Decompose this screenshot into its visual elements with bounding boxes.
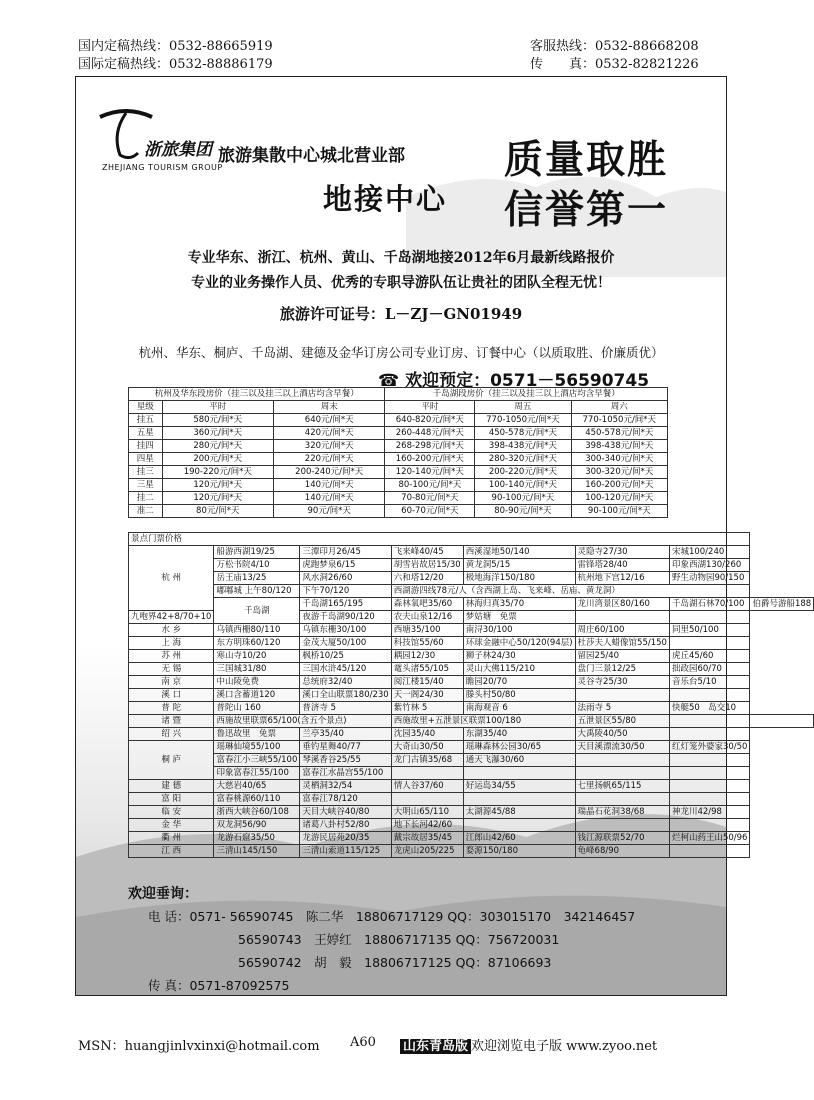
sight-cell: 灵栖洞32/54 [300,780,391,793]
sight-cell: 瞻园20/70 [463,676,575,689]
sight-cell: 鼋头渚55/105 [391,663,463,676]
sight-cell: 溪口含蓄道120 [214,689,300,702]
sight-cell: 琴溪香谷25/55 [300,754,391,767]
hotel-header-0: 星级 [129,401,163,414]
hotel-cell: 挂五 [129,414,163,427]
sight-cell: 宋城100/240 [669,546,750,559]
table-row [129,479,668,492]
sight-cell: 沈园35/40 [391,728,463,741]
hotel-cell: 70-80元/间*天 [385,492,475,505]
sight-cell: 兰亭35/40 [300,728,391,741]
hotel-cell: 120元/间*天 [162,479,273,492]
table-row [129,819,814,832]
sight-cell: 龙虎山205/225 [391,845,463,858]
footer-msn: MSN：huangjinlvxinxi@hotmail.com [78,1039,320,1054]
hotel-cell: 80元/间*天 [162,505,273,518]
hotel-cell: 160-200元/间*天 [571,479,667,492]
sight-cell: 法雨寺 5 [575,702,669,715]
sight-cell: 风水洞26/60 [300,572,391,585]
sight-cell: 狮子林24/30 [463,650,575,663]
sight-cell: 岳王庙13/25 [214,572,300,585]
sight-cell: 地下长河42/60 [391,819,463,832]
hotel-cell: 190-220元/间*天 [162,466,273,479]
sight-cell: 环球金融中心50/120(94层) [463,637,575,650]
sight-cell: 三清山索道115/125 [300,845,391,858]
sight-cell: 戴宗故居35/45 [391,832,463,845]
contact-line-2: 56590743 王婷红 18806717135 QQ：756720031 [238,932,560,947]
contact-title: 欢迎垂询： [128,886,198,902]
hotel-cell: 200元/间*天 [162,453,273,466]
sight-cell: 三国城31/80 [214,663,300,676]
table-row [129,546,814,559]
intro-line-2: 专业的业务操作人员、优秀的专职导游队伍让贵社的团队全程无忧！ [191,275,611,291]
sight-cell [575,793,669,806]
sight-cell: 天目溪漂流30/50 [575,741,669,754]
sight-cell: 寒山寺10/20 [214,650,300,663]
sight-city: 千岛湖 [214,598,300,624]
table-row [129,845,814,858]
sight-cell: 溪口全山联票180/230 [300,689,391,702]
sight-cell: 天目大峡谷40/80 [300,806,391,819]
table-row [129,728,814,741]
sight-cell: 留园25/40 [575,650,669,663]
license-number: 旅游许可证号：L－ZJ－GN01949 [279,305,523,323]
sight-cell: 龙游石窟35/50 [214,832,300,845]
footer-brand: 山东青岛版 [400,1039,471,1054]
hotel-cell: 200-240元/间*天 [273,466,384,479]
sight-cell: 瑞晶石花洞38/68 [575,806,669,819]
sight-cell [463,819,575,832]
sight-cell: 胡雪岩故居15/30 [391,559,463,572]
sight-cell: 野生动物园90/150 [669,572,750,585]
intro-line-1: 专业华东、浙江、杭州、黄山、千岛湖地接2012年6月最新线路报价 [187,250,615,266]
sight-cell: 紫竹林 5 [391,702,463,715]
sight-cell: 西塘35/100 [391,624,463,637]
sight-cell: 六和塔12/20 [391,572,463,585]
table-row [129,598,814,611]
sight-cell [669,767,750,780]
sight-cell: 鲁迅故里 免票 [214,728,300,741]
sight-cell: 普陀山 160 [214,702,300,715]
table-row [129,689,814,702]
services-line: 杭州、华东、桐庐、千岛湖、建德及金华订房公司专业订房、订餐中心（以质取胜、价廉质优） [138,345,664,360]
hotel-cell: 90元/间*天 [273,505,384,518]
sight-city: 江 西 [129,845,214,858]
sight-cell [575,767,669,780]
table-row [129,559,814,572]
department-name: 旅游集散中心城北营业部 [218,146,405,166]
hotel-header-1: 平时 [162,401,273,414]
sight-cell: 滕头村50/80 [463,689,575,702]
sight-cell: 七里扬帆65/115 [575,780,669,793]
sight-cell [463,793,575,806]
sight-cell: 天一阁24/30 [391,689,463,702]
sight-cell: 伯爵号游船188 [750,598,814,611]
center-title: 地接中心 [323,182,448,216]
sight-city: 衢 州 [129,832,214,845]
table-row [129,715,814,728]
footer-brand-line [400,1035,657,1054]
hotel-cell: 准二 [129,505,163,518]
hotel-header-5: 周六 [571,401,667,414]
sight-cell: 灵隐寺27/30 [575,546,669,559]
sight-cell [669,611,750,624]
domestic-hotline: 国内定稿热线：0532-88665919 [78,39,273,54]
sight-city: 诸 暨 [129,715,214,728]
advertisement-frame [75,76,812,996]
sight-cell: 夜游千岛湖90/120 [300,611,391,624]
table-row [129,650,814,663]
table-row [129,466,668,479]
hotel-cell: 90-100元/间*天 [475,492,571,505]
sight-cell: 拙政园60/70 [669,663,750,676]
sight-cell: 大奇山30/50 [391,741,463,754]
hotel-cell: 挂二 [129,492,163,505]
hotel-cell: 280元/间*天 [162,440,273,453]
sight-cell: 飞来峰40/45 [391,546,463,559]
sight-cell: 大禹陵40/50 [575,728,669,741]
hotel-cell: 640-820元/间*天 [385,414,475,427]
sight-cell: 三清山145/150 [214,845,300,858]
hotel-cell: 140元/间*天 [273,492,384,505]
sight-cell: 梦姑塘 免票 [463,611,575,624]
hotel-cell: 450-578元/间*天 [475,427,571,440]
international-hotline: 国际定稿热线：0532-88886179 [78,57,273,72]
hotel-cell: 770-1050元/间*天 [475,414,571,427]
sight-cell: 虎跑梦泉6/15 [300,559,391,572]
hotel-cell: 450-578元/间*天 [571,427,667,440]
hotel-cell: 挂三 [129,466,163,479]
sight-cell: 龙游民居苑20/35 [300,832,391,845]
sight-cell: 垂钓星舞40/77 [300,741,391,754]
sight-city: 无 锡 [129,663,214,676]
hotel-cell: 580元/间*天 [162,414,273,427]
table-row [129,741,814,754]
sight-cell: 科技馆55/60 [391,637,463,650]
table-row [129,702,814,715]
table-row [129,414,668,427]
sight-cell: 婺源150/180 [463,845,575,858]
hotel-cell: 140元/间*天 [273,479,384,492]
sight-cell: 印象西湖130/260 [669,559,750,572]
table-row [129,637,814,650]
sight-cell [669,793,750,806]
sight-city: 普 陀 [129,702,214,715]
hotel-cell: 268-298元/间*天 [385,440,475,453]
sight-cell: 雷锋塔28/40 [575,559,669,572]
sight-city: 溪 口 [129,689,214,702]
sight-cell: 双龙洞56/90 [214,819,300,832]
sight-cell: 西湖游四线78元/人（含西湖上岛、飞来峰、岳庙、黄龙洞） [391,585,750,598]
hotel-cell: 360元/间*天 [162,427,273,440]
hotel-cell: 420元/间*天 [273,427,384,440]
sight-cell: 九咆界42+8/70+10 [129,611,214,624]
sight-cell [391,767,463,780]
sight-cell: 红灯笼外婆家30/50 [669,741,750,754]
sight-cell [575,611,669,624]
hotel-cell: 100-140元/间*天 [475,479,571,492]
contact-line-1: 电 话：0571- 56590745 陈二华 18806717129 QQ：303015170 342146457 [148,909,636,924]
sight-cell: 富春江小三峡55/100 [214,754,300,767]
hotel-cell: 五星 [129,427,163,440]
sight-cell: 阅江楼15/40 [391,676,463,689]
hotel-cell: 640元/间*天 [273,414,384,427]
sight-city: 金 华 [129,819,214,832]
sight-cell: 富春江78/120 [300,793,391,806]
sight-cell: 农夫山泉12/16 [391,611,463,624]
sight-cell: 南海观音 6 [463,702,575,715]
sight-cell: 大明山65/110 [391,806,463,819]
table-row [129,505,668,518]
sight-cell: 情人谷37/60 [391,780,463,793]
hotel-cell: 200-220元/间*天 [475,466,571,479]
table-row [129,754,814,767]
sight-cell [669,637,750,650]
hotel-cell: 398-438元/间*天 [475,440,571,453]
sight-cell: 浙西大峡谷60/108 [214,806,300,819]
hotel-cell: 100-120元/间*天 [571,492,667,505]
contact-line-3: 56590742 胡 毅 18806717125 QQ：87106693 [238,955,552,970]
hotel-cell: 三星 [129,479,163,492]
sight-city: 上 海 [129,637,214,650]
sight-cell: 诸葛八卦村52/80 [300,819,391,832]
hotel-cell: 90-100元/间*天 [571,505,667,518]
sight-cell: 总统府32/40 [300,676,391,689]
sight-cell: 富春桃源60/110 [214,793,300,806]
sight-cell: 杜莎夫人蜡像馆55/150 [575,637,669,650]
hotel-header-3: 平时 [385,401,475,414]
hotel-cell: 220元/间*天 [273,453,384,466]
sight-cell: 灵谷寺25/30 [575,676,669,689]
sight-cell: 林海归真35/70 [463,598,575,611]
sight-cell [669,819,750,832]
sight-city: 杭 州 [129,546,214,611]
sight-cell: 印象富春江55/100 [214,767,300,780]
sight-cell: 三国水浒45/120 [300,663,391,676]
slogan-reputation: 信誉第一 [504,187,669,233]
hotel-cell: 280-320元/间*天 [475,453,571,466]
sight-cell: 千岛湖165/195 [300,598,391,611]
sight-cell: 西施故里联票65/100(含五个景点) [214,715,391,728]
sight-cell: 乌镇西栅80/110 [214,624,300,637]
sight-city: 苏 州 [129,650,214,663]
sight-cell: 西施故里+五泄景区联票100/180 [391,715,575,728]
hotel-cell: 挂四 [129,440,163,453]
sight-cell: 神龙川42/98 [669,806,750,819]
sight-cell: 杭州地下宫12/16 [575,572,669,585]
sights-title: 景点门票价格 [129,533,750,546]
table-row [129,806,814,819]
sight-city: 绍 兴 [129,728,214,741]
sight-cell [669,728,750,741]
hotel-cell: 120-140元/间*天 [385,466,475,479]
booking-phone: ☎ 欢迎预定：0571－56590745 [378,371,650,391]
slogan-quality: 质量取胜 [504,137,669,183]
sight-cell: 烂柯山药王山50/96 [669,832,750,845]
sight-cell: 快艇50 岛交10 [669,702,750,715]
sight-cell: 龙川湾景区80/160 [575,598,669,611]
sight-cell: 万松书院4/10 [214,559,300,572]
page-number: A60 [350,1035,376,1050]
service-hotline: 客服热线：0532-88668208 [530,39,699,54]
table-row [129,624,814,637]
sight-cell: 西溪湿地50/140 [463,546,575,559]
sight-cell: 下午70/120 [300,585,391,598]
table-row [129,832,814,845]
sight-cell [669,754,750,767]
sight-cell: 富春江水晶宫55/100 [300,767,391,780]
sight-cell: 江郎山42/60 [463,832,575,845]
hotel-cell: 四星 [129,453,163,466]
sight-cell: 通天飞瀑30/60 [463,754,575,767]
hotel-cell: 60-70元/间*天 [385,505,475,518]
sight-cell: 大慈岩40/65 [214,780,300,793]
hotel-title-hangzhou: 杭州及华东段房价（挂三以及挂三以上酒店均含早餐） [129,388,385,401]
contact-fax: 传 真：0571-87092575 [148,978,290,993]
sight-city: 富 阳 [129,793,214,806]
hotel-cell: 160-200元/间*天 [385,453,475,466]
table-row [129,585,814,598]
hotel-cell: 80-90元/间*天 [475,505,571,518]
sight-cell: 金茂大厦50/100 [300,637,391,650]
hotel-header-4: 周五 [475,401,571,414]
hotel-header-2: 周末 [273,401,384,414]
sight-cell: 耦园12/30 [391,650,463,663]
sight-cell: 南浔30/100 [463,624,575,637]
hotel-cell: 80-100元/间*天 [385,479,475,492]
fax-line: 传 真：0532-82821226 [530,57,699,72]
footer-site: 欢迎浏览电子版 www.zyoo.net [471,1039,658,1054]
sight-cell: 龟峰68/90 [575,845,669,858]
table-row [129,453,668,466]
sight-cell: 灵山大佛115/210 [463,663,575,676]
hotel-cell: 300-340元/间*天 [571,453,667,466]
sight-city: 临 安 [129,806,214,819]
sight-cell: 千岛湖石林70/100 [669,598,750,611]
table-row [129,427,668,440]
sight-city: 水 乡 [129,624,214,637]
sight-cell: 普济寺 5 [300,702,391,715]
hotel-cell: 398-438元/间*天 [571,440,667,453]
sight-cell: 虎丘45/60 [669,650,750,663]
sight-city: 桐 庐 [129,741,214,780]
hotel-cell: 260-448元/间*天 [385,427,475,440]
hotel-cell: 770-1050元/间*天 [571,414,667,427]
hotel-title-qiandaohu: 千岛湖段房价（挂三以及挂三以上酒店均含早餐） [385,388,668,401]
sight-cell: 瑶琳森林公园30/65 [463,741,575,754]
logo-english: ZHEJIANG TOURISM GROUP [102,163,223,172]
sight-cell: 太湖源45/88 [463,806,575,819]
sight-cell: 极地海洋150/180 [463,572,575,585]
hotel-cell: 320元/间*天 [273,440,384,453]
sight-cell [750,715,814,728]
sight-cell [391,793,463,806]
table-row [129,793,814,806]
sight-cell [575,754,669,767]
sight-cell: 嘟嘟城 上午80/120 [214,585,300,598]
sight-cell: 音乐台5/10 [669,676,750,689]
sight-cell: 船游西湖19/25 [214,546,300,559]
table-row [129,572,814,585]
table-row [129,492,668,505]
hotel-cell: 300-320元/间*天 [571,466,667,479]
sight-cell: 盘门三景12/25 [575,663,669,676]
sight-cell: 森林氧吧35/60 [391,598,463,611]
sight-cell: 五泄景区55/80 [575,715,669,728]
table-row [129,440,668,453]
table-row [129,780,814,793]
sight-cell: 三潭印月26/45 [300,546,391,559]
sight-cell [575,689,669,702]
sight-cell: 好运岛34/55 [463,780,575,793]
table-row [129,676,814,689]
sight-cell [669,715,750,728]
sight-city: 建 德 [129,780,214,793]
sight-cell [463,767,575,780]
hotel-cell: 120元/间*天 [162,492,273,505]
sight-city: 南 京 [129,676,214,689]
hotel-price-table [128,387,668,518]
sight-cell [669,845,750,858]
sight-cell: 东湖35/40 [463,728,575,741]
table-row [129,767,814,780]
logo-name: 浙旅集团 [144,140,212,160]
sight-cell: 乌镇东栅30/100 [300,624,391,637]
sight-cell: 龙门古镇35/68 [391,754,463,767]
sight-cell [669,780,750,793]
sight-cell: 瑶琳仙境55/100 [214,741,300,754]
sight-cell: 周庄60/100 [575,624,669,637]
sight-cell [669,689,750,702]
sight-cell: 东方明珠60/120 [214,637,300,650]
sight-cell: 枫桥10/25 [300,650,391,663]
sight-cell: 黄龙洞5/15 [463,559,575,572]
sight-cell: 同里50/100 [669,624,750,637]
sight-ticket-table [128,532,814,858]
sight-cell: 钱江源联票52/70 [575,832,669,845]
table-row [129,663,814,676]
sight-cell: 中山陵免费 [214,676,300,689]
sight-cell [575,819,669,832]
